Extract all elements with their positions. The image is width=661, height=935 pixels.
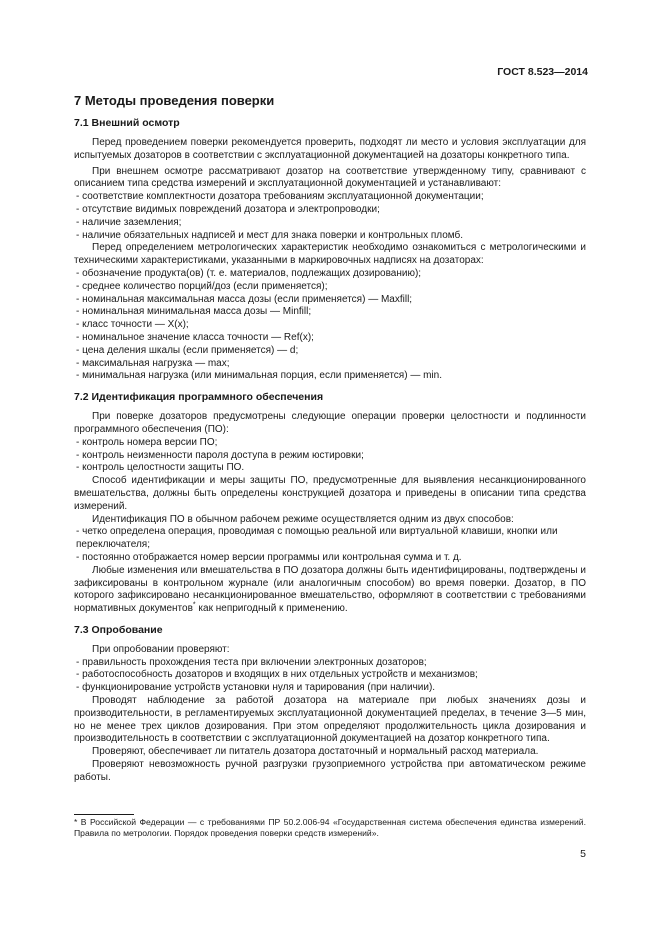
list-item: - контроль неизменности пароля доступа в режим юстировки; — [76, 449, 364, 461]
list-item: - контроль номера версии ПО; — [76, 436, 218, 448]
list-item: - постоянно отображается номер версии программы или контрольная сумма и т. д. — [76, 551, 462, 563]
list-item: - правильность прохождения теста при включении электронных дозаторов; — [76, 656, 427, 668]
document-code: ГОСТ 8.523—2014 — [497, 66, 588, 78]
subsection-title-7-1: 7.1 Внешний осмотр — [74, 117, 180, 129]
list-item: - контроль целостности защиты ПО. — [76, 462, 245, 474]
list-item: - функционирование устройств установки нуля и тарирования (при наличии). — [76, 682, 436, 694]
footnote: * В Российской Федерации — с требованиями ПР 50.2.006-94 «Государственная система обеспечения единства измерений. Правила по метрологии. Порядок проведения поверки средств измерений». — [74, 817, 586, 838]
list-item: - наличие обязательных надписей и мест для знака поверки и контрольных пломб. — [76, 229, 464, 241]
paragraph: Проверяют невозможность ручной разгрузки грузоприемного устройства при автоматическом режиме работы. — [74, 759, 586, 783]
list-item: - соответствие комплектности дозатора требованиям эксплуатационной документации; — [76, 191, 484, 203]
list — [74, 437, 586, 475]
list-item: - номинальная максимальная масса дозы (если применяется) — Maxfill; — [76, 293, 413, 305]
paragraph: Перед определением метрологических характеристик необходимо ознакомиться с метрологическими и техническими характеристиками, указанными в маркировочных надписях на дозаторах: — [74, 242, 586, 267]
list — [74, 657, 586, 695]
list-item: - класс точности — X(x); — [76, 319, 189, 331]
paragraph: Проводят наблюдение за работой дозатора на материале при любых значениях дозы и производительности, в регламентируемых эксплуатационной документацией пределах, в течение 3—5 мин, но не менее трех циклов дозирования. При этом определяют продолжительность цикла дозирования и производительность в соответствии с эксплуатационной документацией на дозатор конкретного типа. — [74, 695, 586, 745]
list — [74, 526, 586, 564]
paragraph: Перед проведением поверки рекомендуется проверить, подходят ли место и условия эксплуатации для испытуемых дозаторов в соответствии с эксплуатационной документацией на дозаторы конкретного типа. — [74, 137, 586, 161]
subsection-title-7-2: 7.2 Идентификация программного обеспечения — [74, 391, 324, 404]
paragraph-text: Любые изменения или вмешательства в ПО дозатора должны быть идентифицированы, подтверждены и зафиксированы в контрольном журнале (или аналогичным способом) во время поверки. Дозатор, в ПО которого зафиксировано несанкционированное вмешательство, оформляют в соответствии с требованиями нормативных документов — [74, 564, 586, 615]
list — [74, 268, 586, 383]
page-number: 5 — [580, 848, 586, 860]
paragraph: Проверяют, обеспечивает ли питатель дозатора достаточный и нормальный расход материала. — [92, 746, 539, 758]
list-item: - минимальная нагрузка (или минимальная порция, если применяется) — min. — [76, 370, 442, 382]
list-item: - максимальная нагрузка — max; — [76, 357, 230, 369]
list-item: - среднее количество порций/доз (если применяется); — [76, 280, 328, 292]
list-item: - наличие заземления; — [76, 216, 182, 228]
list-item: - отсутствие видимых повреждений дозатора и электропроводки; — [76, 203, 380, 215]
list-item: - обозначение продукта(ов) (т. е. материалов, подлежащих дозированию); — [76, 267, 422, 279]
paragraph: Способ идентификации и меры защиты ПО, предусмотренные для выявления несанкционированного вмешательства, должны быть определены конструкцией дозатора и приведены в описании типа средства измерений. — [74, 475, 586, 512]
footnote-divider — [74, 814, 134, 815]
footnote-marker[interactable]: * — [192, 601, 196, 609]
list-item: - работоспособность дозаторов и входящих в них отдельных устройств и механизмов; — [76, 669, 478, 681]
section-title: 7 Методы проведения поверки — [74, 93, 275, 108]
list-item: - цена деления шкалы (если применяется) — d; — [76, 344, 299, 356]
list — [74, 191, 586, 242]
subsection-title-7-3: 7.3 Опробование — [74, 623, 163, 636]
paragraph: При поверке дозаторов предусмотрены следующие операции проверки целостности и подлинности программного обеспечения (ПО): — [74, 411, 586, 435]
paragraph-text: как непригодный к применению. — [195, 603, 348, 615]
paragraph — [74, 565, 586, 616]
list-item: - четко определена операция, проводимая с помощью реальной или виртуальной клавиши, кнопки или переключателя; — [76, 526, 558, 551]
paragraph: При внешнем осмотре рассматривают дозатор на соответствие утвержденному типу, сравнивают с описанием типа средства измерений и эксплуатационной документацией и устанавливают: — [74, 165, 586, 190]
list-item: - номинальное значение класса точности — Ref(x); — [76, 331, 314, 343]
paragraph: При опробовании проверяют: — [92, 643, 230, 655]
list-item: - номинальная минимальная масса дозы — Minfill; — [76, 306, 312, 318]
paragraph: Идентификация ПО в обычном рабочем режиме осуществляется одним из двух способов: — [92, 513, 514, 525]
page-content — [74, 93, 586, 785]
